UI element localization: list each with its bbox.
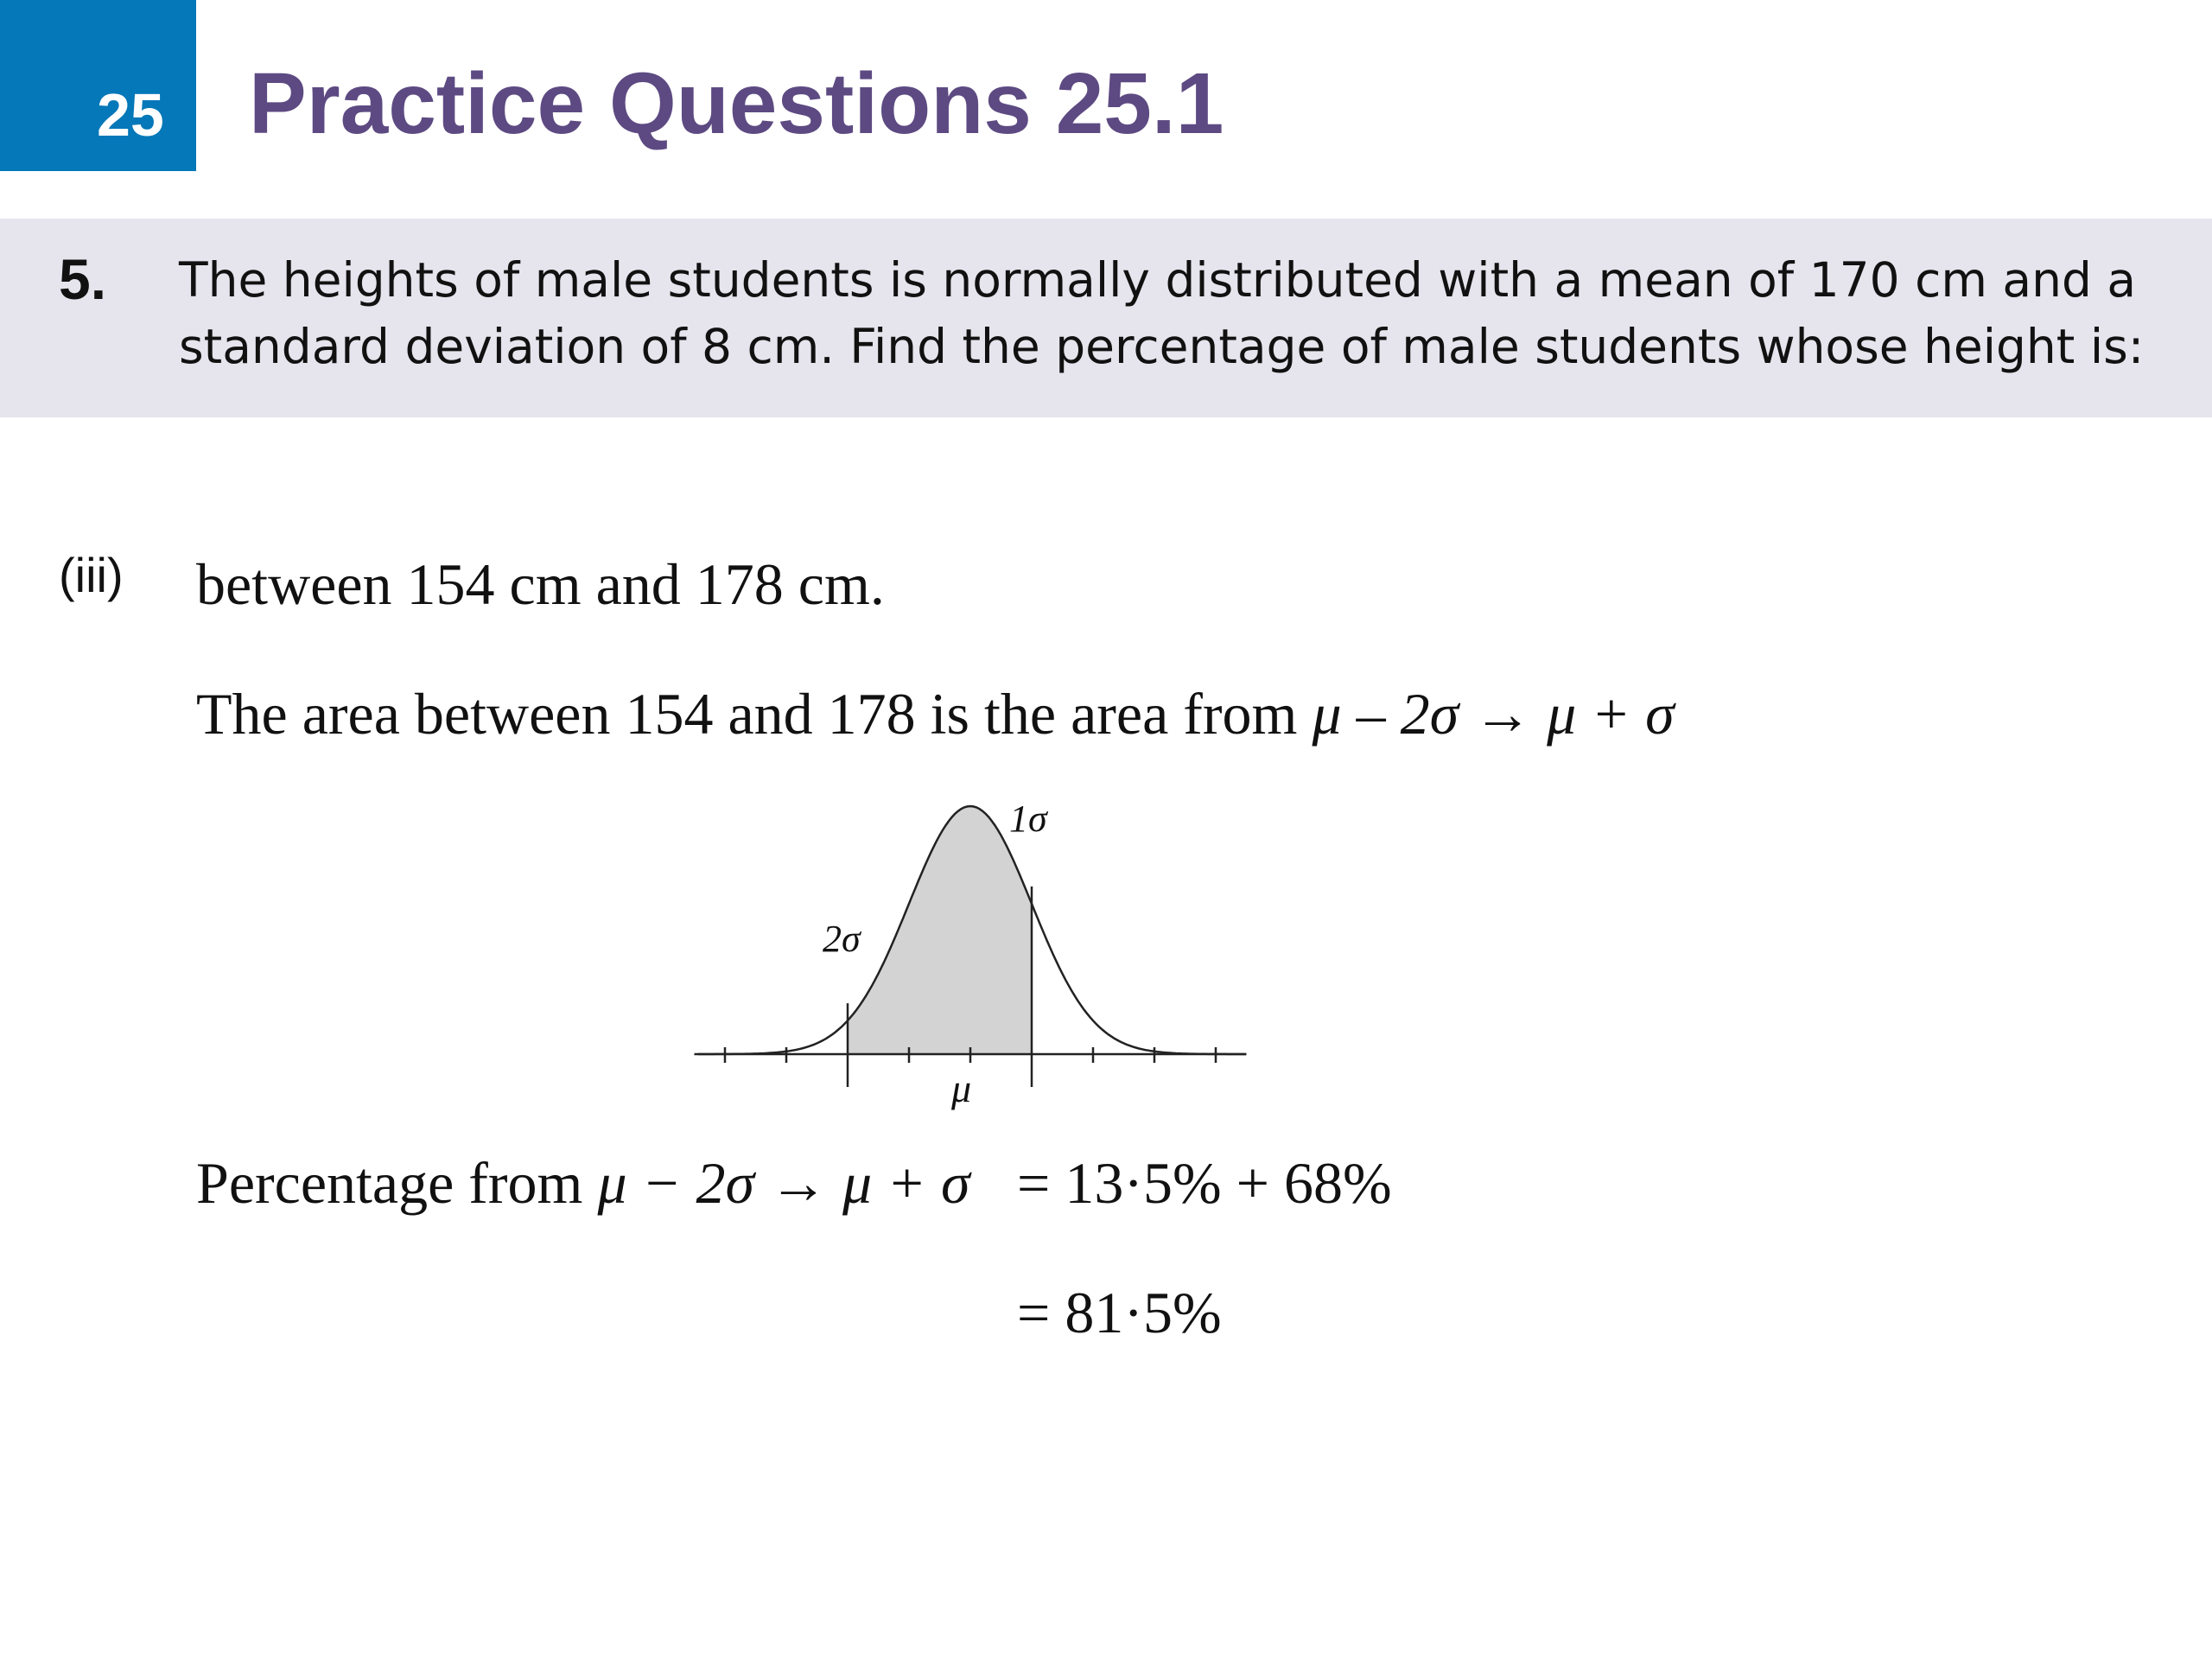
explanation-range-from: μ – 2σ bbox=[1312, 681, 1459, 747]
part-text: between 154 cm and 178 cm. bbox=[196, 551, 885, 617]
label-mu: μ bbox=[951, 1066, 972, 1110]
label-1sigma: 1σ bbox=[1009, 798, 1047, 840]
question-text bbox=[179, 247, 2192, 380]
normal-curve-diagram bbox=[691, 782, 1262, 1128]
question-text-line1: The heights of male students is normally distributed with a mean of 170 cm and a bbox=[179, 252, 2137, 308]
percentage-label-range: μ − 2σ → μ + σ bbox=[597, 1150, 970, 1216]
explanation-range-to: μ + σ bbox=[1547, 681, 1675, 747]
explanation-arrow: → bbox=[1459, 681, 1548, 747]
explanation-prefix: The area between 154 and 178 is the area from bbox=[196, 681, 1313, 747]
percentage-label-prefix: Percentage from bbox=[196, 1150, 598, 1216]
percentage-label bbox=[196, 1150, 970, 1216]
chapter-number: 25 bbox=[97, 81, 164, 149]
label-2sigma: 2σ bbox=[823, 918, 861, 960]
part-label: (iii) bbox=[59, 548, 124, 602]
calculation-result: = 81·5% bbox=[1017, 1280, 1222, 1345]
explanation-text bbox=[196, 681, 1675, 747]
calculation-line1: = 13·5% + 68% bbox=[1017, 1150, 1392, 1216]
page-title: Practice Questions 25.1 bbox=[249, 55, 1224, 152]
question-text-line2: standard deviation of 8 cm. Find the percentage of male students whose height is: bbox=[179, 319, 2145, 374]
question-number: 5. bbox=[59, 247, 107, 311]
